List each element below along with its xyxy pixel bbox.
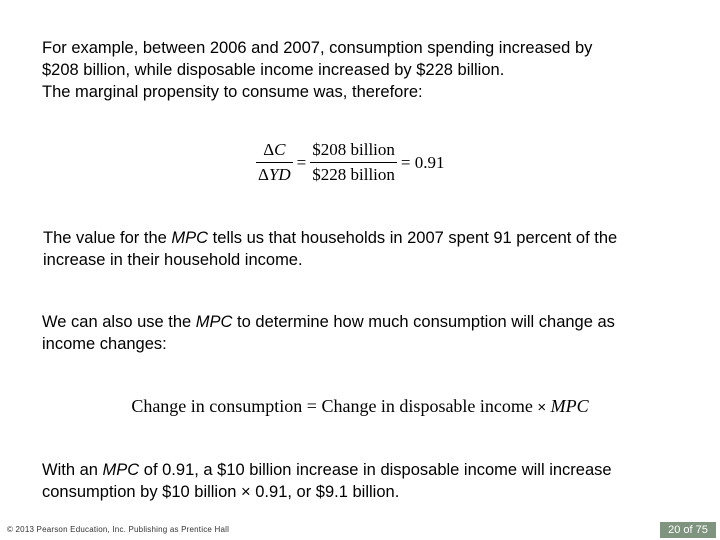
mpc-usage-paragraph [42,311,692,355]
numerator-value: $208 billion [312,140,395,159]
value-fraction [310,140,397,185]
consumption-equation: Change in consumption = Change in disposable income × MPC [131,396,589,416]
denominator-value: $228 billion [310,162,397,185]
copyright-footer: © 2013 Pearson Education, Inc. Publishing as Prentice Hall [7,525,230,534]
formula-result: = 0.91 [400,152,445,172]
example-paragraph [42,459,692,503]
example-line-1: With an MPC of 0.91, a $10 billion increase in disposable income will increase [42,461,612,479]
delta-yd-symbol: Δ [258,165,269,184]
mpc-formula [256,140,449,185]
delta-yd-var: YD [268,165,291,184]
meaning-line-1: The value for the MPC tells us that households in 2007 spent 91 percent of the [43,229,618,247]
usage-line-1: We can also use the MPC to determine how much consumption will change as [42,313,615,331]
example-line-2: consumption by $10 billion × 0.91, or $9.1 billion. [42,483,400,501]
intro-paragraph [42,37,692,103]
equals-sign: = [296,152,307,172]
delta-c-var: C [274,140,286,159]
mpc-meaning-paragraph [43,227,693,271]
intro-line-1: For example, between 2006 and 2007, consumption spending increased by [42,39,593,57]
delta-c-symbol: Δ [263,140,275,159]
intro-line-3: The marginal propensity to consume was, therefore: [42,83,423,101]
page-number-badge: 20 of 75 [660,522,716,538]
delta-fraction [256,140,293,185]
times-symbol: × [537,399,547,416]
intro-line-2: $208 billion, while disposable income increased by $228 billion. [42,61,505,79]
meaning-line-2: increase in their household income. [43,251,303,269]
usage-line-2: income changes: [42,335,167,353]
